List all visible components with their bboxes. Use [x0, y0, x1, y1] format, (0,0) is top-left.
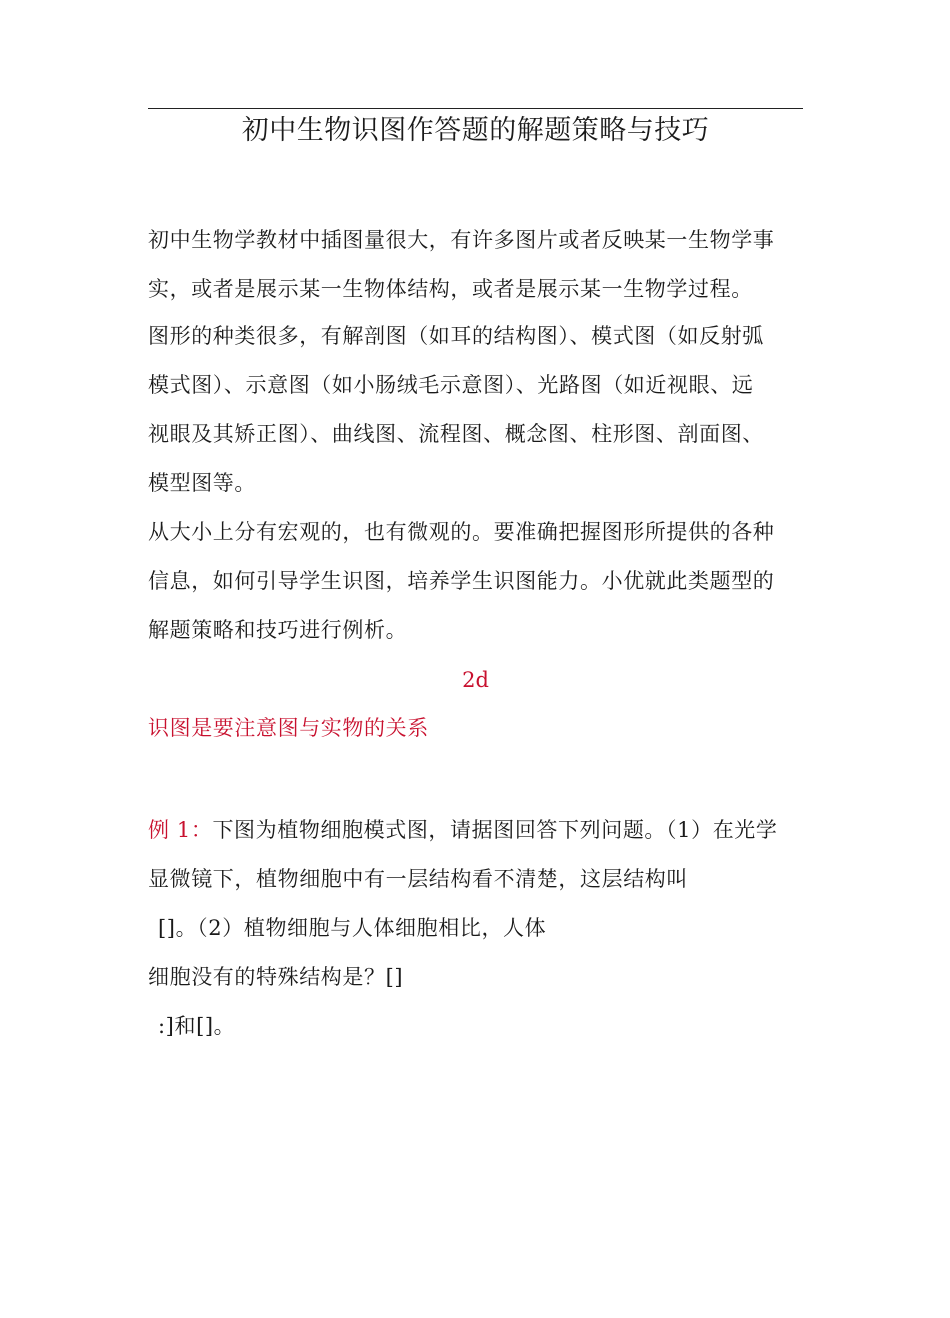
example-line: [148, 806, 798, 855]
example-question: [148, 806, 798, 1051]
page-title: 初中生物识图作答题的解题策略与技巧: [241, 115, 710, 146]
example-line: :]和[]。: [158, 1014, 236, 1038]
paragraph-intro: [148, 216, 798, 314]
text-line: 解题策略和技巧进行例析。: [148, 618, 408, 642]
text-line: 实，或者是展示某一生物体结构，或者是展示某一生物学过程。: [148, 277, 753, 301]
text-line: 从大小上分有宏观的，也有微观的。要准确把握图形所提供的各种: [148, 520, 775, 544]
example-label: 例 1：: [148, 818, 213, 842]
text-line: 初中生物学教材中插图量很大，有许多图片或者反映某一生物学事: [148, 228, 775, 252]
paragraph-figure-types: [148, 312, 798, 508]
text-line: 图形的种类很多，有解剖图（如耳的结构图）、模式图（如反射弧: [148, 324, 764, 348]
text-line: 模式图）、示意图（如小肠绒毛示意图）、光路图（如近视眼、远: [148, 373, 754, 397]
text-line: 模型图等。: [148, 471, 256, 495]
section-number: 2d: [462, 668, 489, 692]
header-rule: [148, 108, 803, 109]
section-heading: 识图是要注意图与实物的关系: [148, 716, 429, 740]
example-text: 下图为植物细胞模式图，请据图回答下列问题。（1）在光学: [212, 818, 778, 842]
example-line: []。（2）植物细胞与人体细胞相比，人体: [158, 916, 547, 940]
example-line: 细胞没有的特殊结构是？[]: [148, 965, 404, 989]
text-line: 信息，如何引导学生识图，培养学生识图能力。小优就此类题型的: [148, 569, 775, 593]
paragraph-scale: [148, 508, 798, 655]
example-line: 显微镜下，植物细胞中有一层结构看不清楚，这层结构叫: [148, 867, 688, 891]
text-line: 视眼及其矫正图）、曲线图、流程图、概念图、柱形图、剖面图、: [148, 422, 764, 446]
